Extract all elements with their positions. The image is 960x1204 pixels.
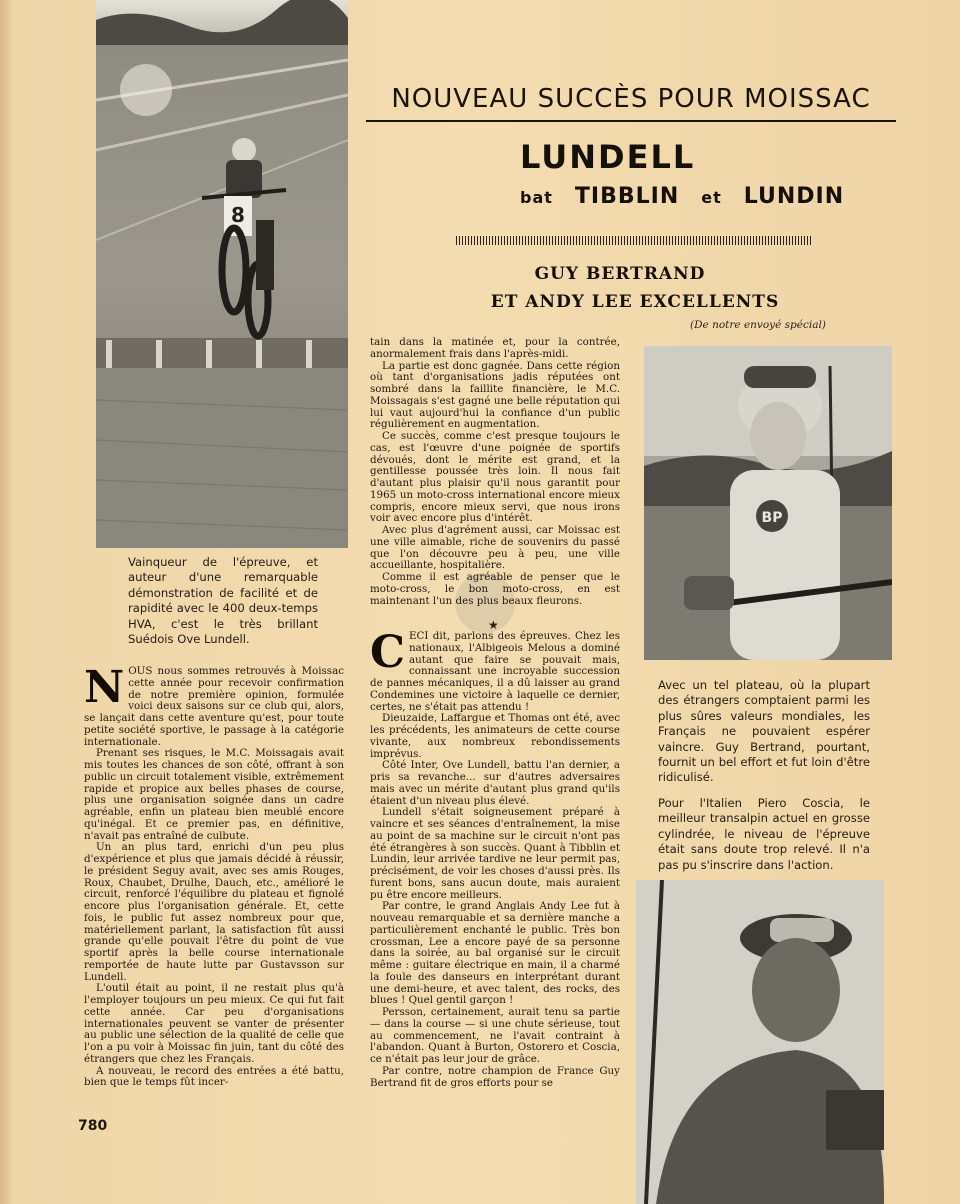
dropcap-c: C bbox=[370, 627, 406, 678]
subtitle-name1: TIBBLIN bbox=[574, 184, 680, 209]
headline-kicker: NOUVEAU SUCCÈS POUR MOISSAC bbox=[391, 84, 871, 114]
byline: (De notre envoyé spécial) bbox=[690, 319, 826, 331]
photo-lundell-jump bbox=[96, 0, 348, 548]
mid-paragraph-2: La partie est donc gagnée. Dans cette région où tant d'organisations jadis réputées ont sombré dans la faillite financière, le M.C. Moissagais s'est gagné une belle réputation qui lui vaut aujourd'hui la confiance d'un public régulièrement en augmentation. bbox=[370, 359, 620, 431]
mid2-paragraph-4: Lundell s'était soigneusement préparé à vaincre et ses séances d'entraînement, la mise au point de sa machine sur le circuit n'ont pas été étrangères à son succès. Quant à Tibblin et Lundin, leur arrivée tardive ne leur permit pas, précisément, de voir les choses d'aussi près. Ils furent bons, sans aucun doute, mais auraient pu être encore meilleurs. bbox=[370, 806, 620, 901]
mid-paragraph-3: Ce succès, comme c'est presque toujours le cas, est l'œuvre d'une poignée de sportifs dévoués, dont le mérite est grand, et la gentillesse poussée très loin. Il nous fait d'autant plus plaisir qu'il nous garantit pour 1965 un moto-cross international encore mieux compris, encore mieux servi, que nous irons voir avec encore plus d'intérêt. bbox=[370, 430, 620, 525]
page-number: 780 bbox=[78, 1118, 108, 1134]
bike-number: 8 bbox=[231, 203, 245, 227]
column-middle-bottom bbox=[370, 627, 620, 1089]
mid2-paragraph-7: Par contre, notre champion de France Guy Bertrand fit de gros efforts pour se bbox=[370, 1064, 620, 1089]
caption-lundell: Vainqueur de l'épreuve, et auteur d'une remarquable démonstration de facilité et de rapidité avec le 400 deux-temps HVA, c'est le très brillant Suédois Ove Lundell. bbox=[128, 555, 318, 647]
deck-line-2: ET ANDY LEE EXCELLENTS bbox=[490, 292, 780, 312]
subtitle-name2: LUNDIN bbox=[743, 184, 845, 209]
photo-piero-coscia bbox=[636, 880, 884, 1204]
caption-guy-bertrand: Avec un tel plateau, où la plupart des étrangers comptaient parmi les plus sûres valeurs mondiales, les Français ne pouvaient espérer vaincre. Guy Bertrand, pourtant, fournit un bel effort et fut loin d'être ridiculisé. bbox=[658, 678, 870, 785]
left-paragraph-4: L'outil était au point, il ne restait plus qu'à l'employer toujours un peu mieux. Ce qui fut fait cette année. Car peu d'organisations internationales peuvent se vanter de présenter au public une sélection de la qualité de celle que l'on a pu voir à Moissac fin juin, tant du côté des étrangers que chez les Français. bbox=[84, 982, 344, 1065]
section-separator: ★ bbox=[488, 618, 499, 632]
column-middle-top bbox=[370, 337, 620, 607]
left-paragraph-1: OUS nous sommes retrouvés à Moissac cette année pour recevoir confirmation de notre première opinion, formulée voici deux saisons sur ce club qui, alors, se lançait dans cette aventure qu'est, pour toute petite société sportive, le passage à la catégorie internationale. bbox=[84, 665, 344, 748]
mid-paragraph-1: tain dans la matinée et, pour la contrée, anormalement frais dans l'après-midi. bbox=[370, 336, 620, 360]
column-left bbox=[84, 662, 344, 1089]
mid2-paragraph-6: Persson, certainement, aurait tenu sa partie — dans la course — si une chute sérieuse, tout au commencement, ne l'avait contraint à l'abandon. Quant à Burton, Ostorero et Coscia, ce n'était pas leur jour de grâce. bbox=[370, 1006, 620, 1065]
headline-title: LUNDELL bbox=[520, 138, 696, 176]
mid2-paragraph-5: Par contre, le grand Anglais Andy Lee fut à nouveau remarquable et sa dernière manche a particulièrement enchanté le public. Très bon crossman, Lee a encore payé de sa personne dans la soirée, au bal organisé sur le circuit même : guitare électrique en main, il a charmé la foule des danseurs en interprétant durant une demi-heure, et avec talent, des rocks, des blues ! Quel gentil garçon ! bbox=[370, 900, 620, 1007]
bp-logo: BP bbox=[761, 510, 783, 526]
deck-line-1: GUY BERTRAND bbox=[534, 264, 706, 284]
headline-subtitle bbox=[520, 184, 898, 209]
mid2-paragraph-2: Dieuzaide, Laffargue et Thomas ont été, avec les précédents, les animateurs de cette course vivante, aux nombreux rebondissements imprévus. bbox=[370, 712, 620, 760]
subtitle-bat: bat bbox=[520, 188, 553, 207]
left-paragraph-2: Prenant ses risques, le M.C. Moissagais avait mis toutes les chances de son côté, offrant à son public un circuit totalement visible, extrêmement rapide et propice aux belles phases de course, plus une organisation soignée dans un cadre agréable, enfin un plateau bien meublé encore qu'inégal. Et ce premier pas, en définitive, n'avait pas entraîné de culbute. bbox=[84, 747, 344, 842]
hatch-divider bbox=[456, 236, 812, 245]
mid-paragraph-4: Avec plus d'agrément aussi, car Moissac est une ville aimable, riche de souvenirs du passé que l'on découvre peu à peu, une ville accueillante, hospitalière. bbox=[370, 524, 620, 572]
mid2-paragraph-1: ECI dit, parlons des épreuves. Chez les nationaux, l'Albigeois Melous a dominé autant que faire se pouvait mais, connaissant une incroyable succession de pannes mécaniques, il a dû laisser au grand Condemines une victoire à laquelle ce dernier, certes, ne s'était pas attendu ! bbox=[370, 630, 620, 713]
left-paragraph-3: Un an plus tard, enrichi d'un peu plus d'expérience et plus que jamais décidé à réussir, le président Seguy avait, avec ses amis Rouges, Roux, Chaubet, Drulhe, Dauch, etc., amélioré le circuit, renforcé l'équilibre du plateau et fignolé encore plus l'organisation générale. Et, cette fois, le public fut assez nombreux pour que, matériellement parlant, la satisfaction fût aussi grande qu'elle pouvait l'être du point de vue sportif après la belle course internationale remportée de haute lutte par Gustavsson sur Lundell. bbox=[84, 841, 344, 983]
subtitle-et: et bbox=[701, 188, 722, 207]
mid2-paragraph-3: Côté Inter, Ove Lundell, battu l'an dernier, a pris sa revanche... sur d'autres adversaires mais avec un mérite d'autant plus grand qu'ils étaient d'un niveau plus élevé. bbox=[370, 759, 620, 807]
dropcap-n: N bbox=[84, 662, 125, 713]
mid-paragraph-5: Comme il est agréable de penser que le moto-cross, le bon moto-cross, en est maintenant l'un des plus beaux fleurons. bbox=[370, 571, 620, 607]
kicker-rule bbox=[366, 120, 896, 122]
left-paragraph-5: A nouveau, le record des entrées a été battu, bien que le temps fût incer- bbox=[84, 1064, 344, 1089]
caption-piero-coscia: Pour l'Italien Piero Coscia, le meilleur transalpin actuel en grosse cylindrée, le niveau de l'épreuve était sans doute trop relevé. Il n'a pas pu s'inscrire dans l'action. bbox=[658, 796, 870, 872]
photo-guy-bertrand bbox=[644, 346, 892, 660]
